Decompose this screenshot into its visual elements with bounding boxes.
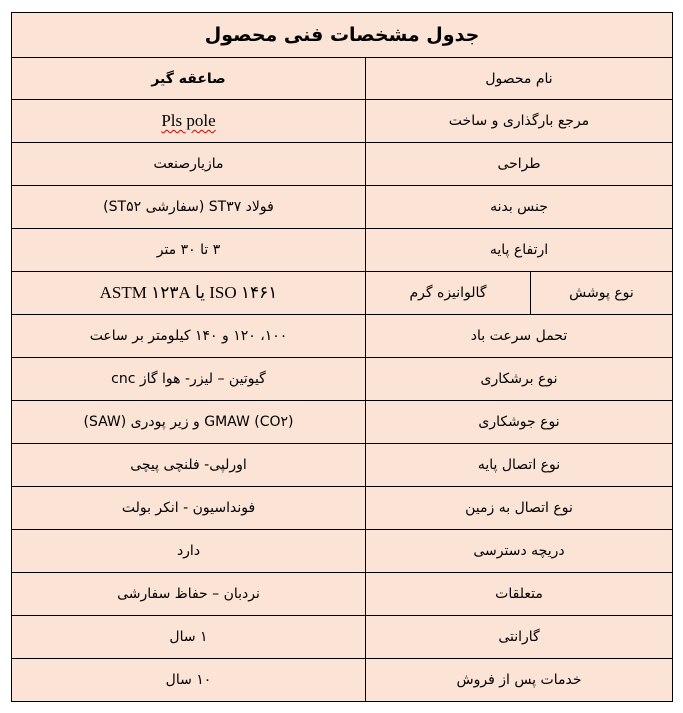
- spec-label: ارتفاع پایه: [366, 229, 673, 272]
- spec-label: گارانتی: [366, 616, 673, 659]
- spec-value: فولاد ST۳۷ (سفارشی ST۵۲): [12, 186, 366, 229]
- spec-label: نوع اتصال به زمین: [366, 487, 673, 530]
- spec-value: ۱۰ سال: [12, 659, 366, 702]
- spec-value: صاعقه گیر: [12, 58, 366, 100]
- spec-label: نوع برشکاری: [366, 358, 673, 401]
- table-row: [12, 616, 673, 659]
- spec-label: دریچه دسترسی: [366, 530, 673, 573]
- spec-label: مرجع بارگذاری و ساخت: [366, 100, 673, 143]
- spec-label: نوع پوشش: [531, 272, 673, 315]
- spec-value-text: Pls pole: [161, 111, 216, 130]
- spec-value: گیوتین – لیزر- هوا گاز cnc: [12, 358, 366, 401]
- product-spec-table: [11, 12, 673, 702]
- table-title: جدول مشخصات فنی محصول: [12, 13, 673, 58]
- table-row: [12, 229, 673, 272]
- spec-label: جنس بدنه: [366, 186, 673, 229]
- spec-value: مازیارصنعت: [12, 143, 366, 186]
- table-row: [12, 444, 673, 487]
- table-row: [12, 100, 673, 143]
- table-row: [12, 272, 673, 315]
- table-row: [12, 659, 673, 702]
- spec-label: نوع اتصال پایه: [366, 444, 673, 487]
- spec-value: ۱ سال: [12, 616, 366, 659]
- table-row: [12, 186, 673, 229]
- spec-label: طراحی: [366, 143, 673, 186]
- spec-value: GMAW (CO۲) و زیر پودری (SAW): [12, 401, 366, 444]
- spec-value: فونداسیون - انکر بولت: [12, 487, 366, 530]
- table-row: [12, 487, 673, 530]
- spec-value: دارد: [12, 530, 366, 573]
- spec-value: [12, 100, 366, 143]
- spec-label: نام محصول: [366, 58, 673, 100]
- table-row: [12, 315, 673, 358]
- table-row: [12, 573, 673, 616]
- table-row: [12, 58, 673, 100]
- spec-label: تحمل سرعت باد: [366, 315, 673, 358]
- spec-label: خدمات پس از فروش: [366, 659, 673, 702]
- spec-value: اورلپی- فلنچی پیچی: [12, 444, 366, 487]
- table-row: [12, 143, 673, 186]
- spec-value: ۱۰۰، ۱۲۰ و ۱۴۰ کیلومتر بر ساعت: [12, 315, 366, 358]
- table-row: [12, 530, 673, 573]
- spec-sub-label: گالوانیزه گرم: [366, 272, 531, 315]
- table-title-row: [12, 13, 673, 58]
- spec-value: ISO ۱۴۶۱ یا ASTM ۱۲۳A: [12, 272, 366, 315]
- spec-value: نردبان – حفاظ سفارشی: [12, 573, 366, 616]
- spec-value: ۳ تا ۳۰ متر: [12, 229, 366, 272]
- table-row: [12, 358, 673, 401]
- table-row: [12, 401, 673, 444]
- spec-label: متعلقات: [366, 573, 673, 616]
- spec-label: نوع جوشکاری: [366, 401, 673, 444]
